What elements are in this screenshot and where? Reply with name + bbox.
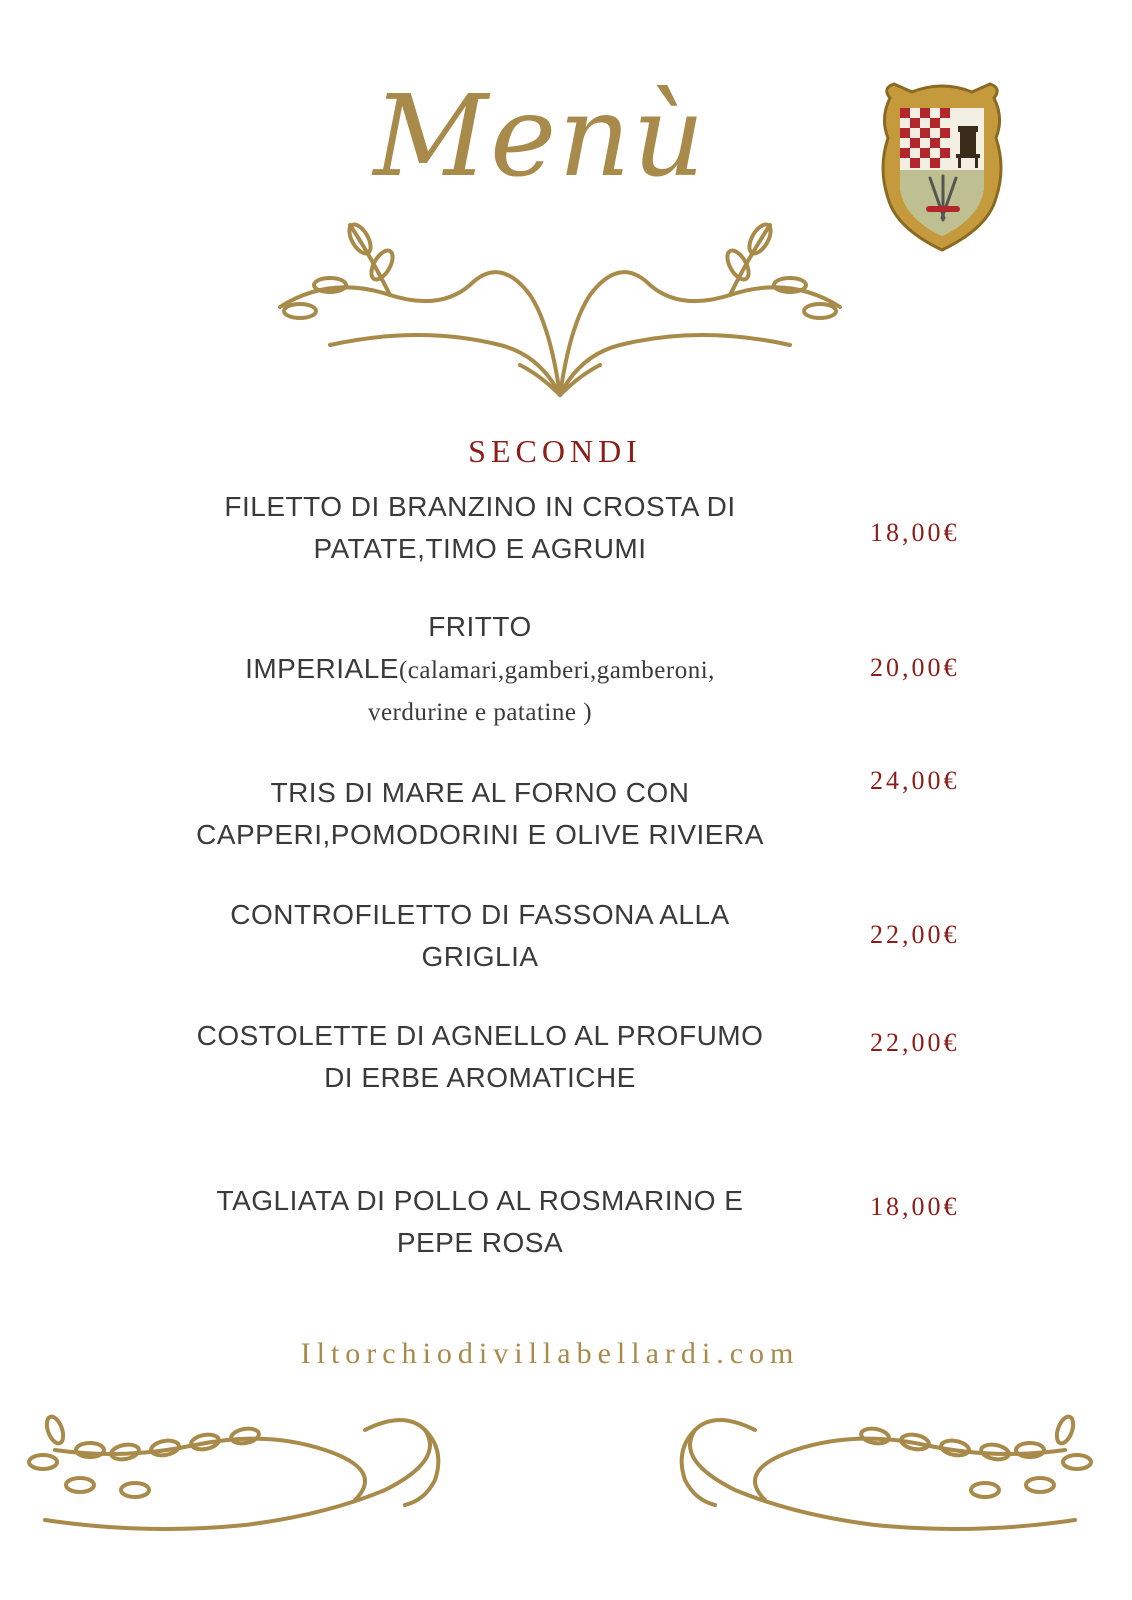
menu-item-3-price: 24,00€ (870, 766, 960, 795)
menu-item-5 (150, 1015, 810, 1099)
section-title: SECONDI (468, 433, 642, 469)
menu-item-2-line1: FRITTO (428, 611, 532, 642)
bottom-right-flourish-ornament (655, 1410, 1095, 1540)
bottom-left-flourish-ornament (25, 1410, 465, 1540)
menu-item-2-line2 (150, 648, 810, 692)
page-title: Menù (373, 72, 707, 202)
menu-item-6 (150, 1180, 810, 1264)
menu-item-3 (150, 772, 810, 856)
menu-item-1-price: 18,00€ (870, 518, 960, 547)
menu-item-4-line2: GRIGLIA (421, 941, 539, 972)
menu-item-5-line1: COSTOLETTE DI AGNELLO AL PROFUMO (196, 1020, 764, 1051)
coat-of-arms-icon (872, 78, 1012, 256)
menu-item-3-line1: TRIS DI MARE AL FORNO CON (270, 777, 690, 808)
menu-item-1 (150, 486, 810, 570)
top-flourish-ornament (270, 215, 850, 415)
menu-item-4 (150, 894, 810, 978)
menu-item-4-line1: CONTROFILETTO DI FASSONA ALLA (230, 899, 730, 930)
menu-item-5-price: 22,00€ (870, 1028, 960, 1057)
menu-item-1-line1: FILETTO DI BRANZINO IN CROSTA DI (224, 491, 736, 522)
menu-item-2 (150, 606, 810, 734)
menu-item-3-line2: CAPPERI,POMODORINI E OLIVE RIVIERA (196, 819, 764, 850)
menu-item-6-price: 18,00€ (870, 1192, 960, 1221)
menu-item-2-price: 20,00€ (870, 653, 960, 682)
menu-item-5-line2: DI ERBE AROMATICHE (324, 1062, 636, 1093)
menu-item-1-line2: PATATE,TIMO E AGRUMI (313, 533, 647, 564)
website-link[interactable]: Iltorchiodivillabellardi.com (300, 1337, 800, 1370)
menu-item-2-line2-detail: (calamari,gamberi,gamberoni, (398, 657, 715, 684)
menu-item-2-line2-main: IMPERIALE (245, 653, 399, 684)
menu-item-4-price: 22,00€ (870, 920, 960, 949)
menu-item-2-line3: verdurine e patatine ) (367, 699, 593, 726)
menu-item-6-line2: PEPE ROSA (396, 1227, 564, 1258)
menu-item-6-line1: TAGLIATA DI POLLO AL ROSMARINO E (216, 1185, 744, 1216)
